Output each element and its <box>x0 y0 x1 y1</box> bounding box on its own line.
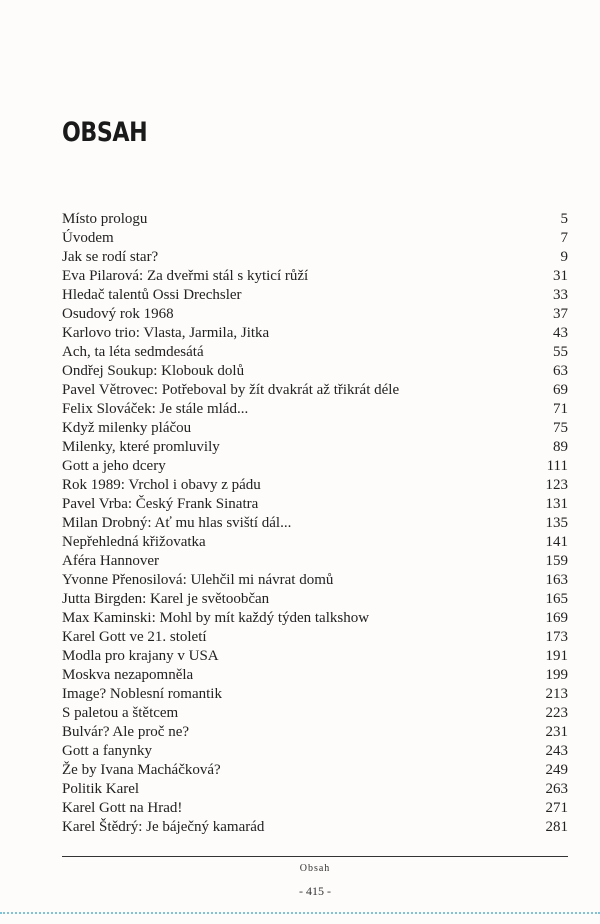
toc-entry <box>62 818 568 837</box>
toc-entry <box>62 457 568 476</box>
toc-entry-title: Karel Gott ve 21. století <box>62 629 207 645</box>
toc-entry-page: 191 <box>545 648 568 664</box>
toc-entry-title: Rok 1989: Vrchol i obavy z pádu <box>62 477 261 493</box>
toc-entry-page: 213 <box>545 686 568 702</box>
toc-entry-page: 43 <box>553 325 568 341</box>
toc-entry <box>62 400 568 419</box>
toc-entry <box>62 229 568 248</box>
toc-entry-title: Karlovo trio: Vlasta, Jarmila, Jitka <box>62 325 270 341</box>
toc-entry-page: 141 <box>545 534 568 550</box>
toc-entry-page: 249 <box>545 762 568 778</box>
toc-entry <box>62 590 568 609</box>
running-head: Obsah <box>299 863 331 874</box>
toc-entry <box>62 761 568 780</box>
toc-entry <box>62 780 568 799</box>
toc-entry <box>62 286 568 305</box>
toc-entry-title: Bulvár? Ale proč ne? <box>62 724 190 740</box>
toc-entry <box>62 609 568 628</box>
toc-entry-title: Image? Noblesní romantik <box>62 686 222 702</box>
toc-entry-title: Milenky, které promluvily <box>62 439 220 455</box>
toc-entry-title: Milan Drobný: Ať mu hlas sviští dál... <box>62 515 292 531</box>
toc-entry <box>62 324 568 343</box>
toc-entry-title: Yvonne Přenosilová: Ulehčil mi návrat domů <box>62 572 334 588</box>
toc-entry-page: 131 <box>545 496 568 512</box>
toc-entry-page: 31 <box>553 268 568 284</box>
scan-edge-divider <box>0 912 600 914</box>
toc-entry-page: 173 <box>545 629 568 645</box>
toc-entry-page: 9 <box>560 249 568 265</box>
toc-entry-page: 263 <box>545 781 568 797</box>
toc-entry-title: Felix Slováček: Je stále mlád... <box>62 401 249 417</box>
toc-entry-title: Max Kaminski: Mohl by mít každý týden talkshow <box>62 610 370 626</box>
toc-entry-page: 271 <box>545 800 568 816</box>
toc-entry-page: 135 <box>545 515 568 531</box>
toc-entry <box>62 685 568 704</box>
toc-entry <box>62 571 568 590</box>
toc-entry <box>62 647 568 666</box>
table-of-contents <box>62 210 568 837</box>
toc-entry <box>62 495 568 514</box>
toc-entry-title: Moskva nezapomněla <box>62 667 194 683</box>
toc-entry <box>62 438 568 457</box>
toc-entry-page: 69 <box>553 382 568 398</box>
toc-entry <box>62 419 568 438</box>
toc-entry-page: 55 <box>553 344 568 360</box>
toc-entry-page: 199 <box>545 667 568 683</box>
toc-entry <box>62 723 568 742</box>
toc-entry-page: 231 <box>545 724 568 740</box>
toc-entry <box>62 305 568 324</box>
toc-entry-page: 223 <box>545 705 568 721</box>
toc-entry-title: Modla pro krajany v USA <box>62 648 219 664</box>
toc-entry-title: Politik Karel <box>62 781 140 797</box>
toc-entry-page: 33 <box>553 287 568 303</box>
toc-entry <box>62 742 568 761</box>
toc-entry-page: 159 <box>545 553 568 569</box>
toc-entry-page: 5 <box>560 211 568 227</box>
toc-entry-page: 7 <box>560 230 568 246</box>
toc-entry-title: Gott a jeho dcery <box>62 458 166 474</box>
toc-entry <box>62 210 568 229</box>
toc-entry-title: Nepřehledná křižovatka <box>62 534 206 550</box>
toc-entry-title: Aféra Hannover <box>62 553 160 569</box>
toc-entry <box>62 533 568 552</box>
toc-entry-page: 111 <box>546 458 568 474</box>
toc-entry-title: Jutta Birgden: Karel je světoobčan <box>62 591 270 607</box>
toc-entry-page: 123 <box>545 477 568 493</box>
toc-entry-title: Hledač talentů Ossi Drechsler <box>62 287 242 303</box>
toc-entry <box>62 267 568 286</box>
toc-entry-title: Když milenky pláčou <box>62 420 192 436</box>
toc-entry-title: Jak se rodí star? <box>62 249 159 265</box>
page-number: - 415 - <box>299 884 331 898</box>
toc-entry-title: Ach, ta léta sedmdesátá <box>62 344 204 360</box>
toc-entry <box>62 552 568 571</box>
toc-entry-title: Ondřej Soukup: Klobouk dolů <box>62 363 245 379</box>
toc-entry <box>62 343 568 362</box>
toc-entry <box>62 628 568 647</box>
toc-entry <box>62 514 568 533</box>
toc-entry-title: Pavel Větrovec: Potřeboval by žít dvakrát až třikrát déle <box>62 382 400 398</box>
toc-entry <box>62 476 568 495</box>
toc-entry-title: Úvodem <box>62 230 114 246</box>
toc-entry <box>62 362 568 381</box>
toc-entry-title: S paletou a štětcem <box>62 705 179 721</box>
toc-entry-title: Že by Ivana Macháčková? <box>62 762 221 778</box>
toc-entry-title: Eva Pilarová: Za dveřmi stál s kyticí růží <box>62 268 309 284</box>
toc-entry-page: 63 <box>553 363 568 379</box>
toc-entry-page: 243 <box>545 743 568 759</box>
toc-entry-page: 169 <box>545 610 568 626</box>
page-title: OBSAH <box>62 117 148 148</box>
toc-entry-title: Karel Štědrý: Je báječný kamarád <box>62 819 265 835</box>
toc-entry-title: Pavel Vrba: Český Frank Sinatra <box>62 496 259 512</box>
toc-entry <box>62 381 568 400</box>
toc-entry-page: 75 <box>553 420 568 436</box>
footer-rule <box>62 856 568 857</box>
toc-entry-title: Gott a fanynky <box>62 743 152 759</box>
toc-entry <box>62 248 568 267</box>
toc-entry-page: 163 <box>545 572 568 588</box>
toc-entry <box>62 799 568 818</box>
toc-entry <box>62 704 568 723</box>
toc-entry-page: 281 <box>545 819 568 835</box>
toc-entry-title: Místo prologu <box>62 211 148 227</box>
toc-entry <box>62 666 568 685</box>
toc-entry-page: 37 <box>553 306 568 322</box>
toc-entry-page: 165 <box>545 591 568 607</box>
toc-entry-page: 89 <box>553 439 568 455</box>
toc-entry-title: Karel Gott na Hrad! <box>62 800 183 816</box>
toc-entry-page: 71 <box>553 401 568 417</box>
toc-entry-title: Osudový rok 1968 <box>62 306 174 322</box>
